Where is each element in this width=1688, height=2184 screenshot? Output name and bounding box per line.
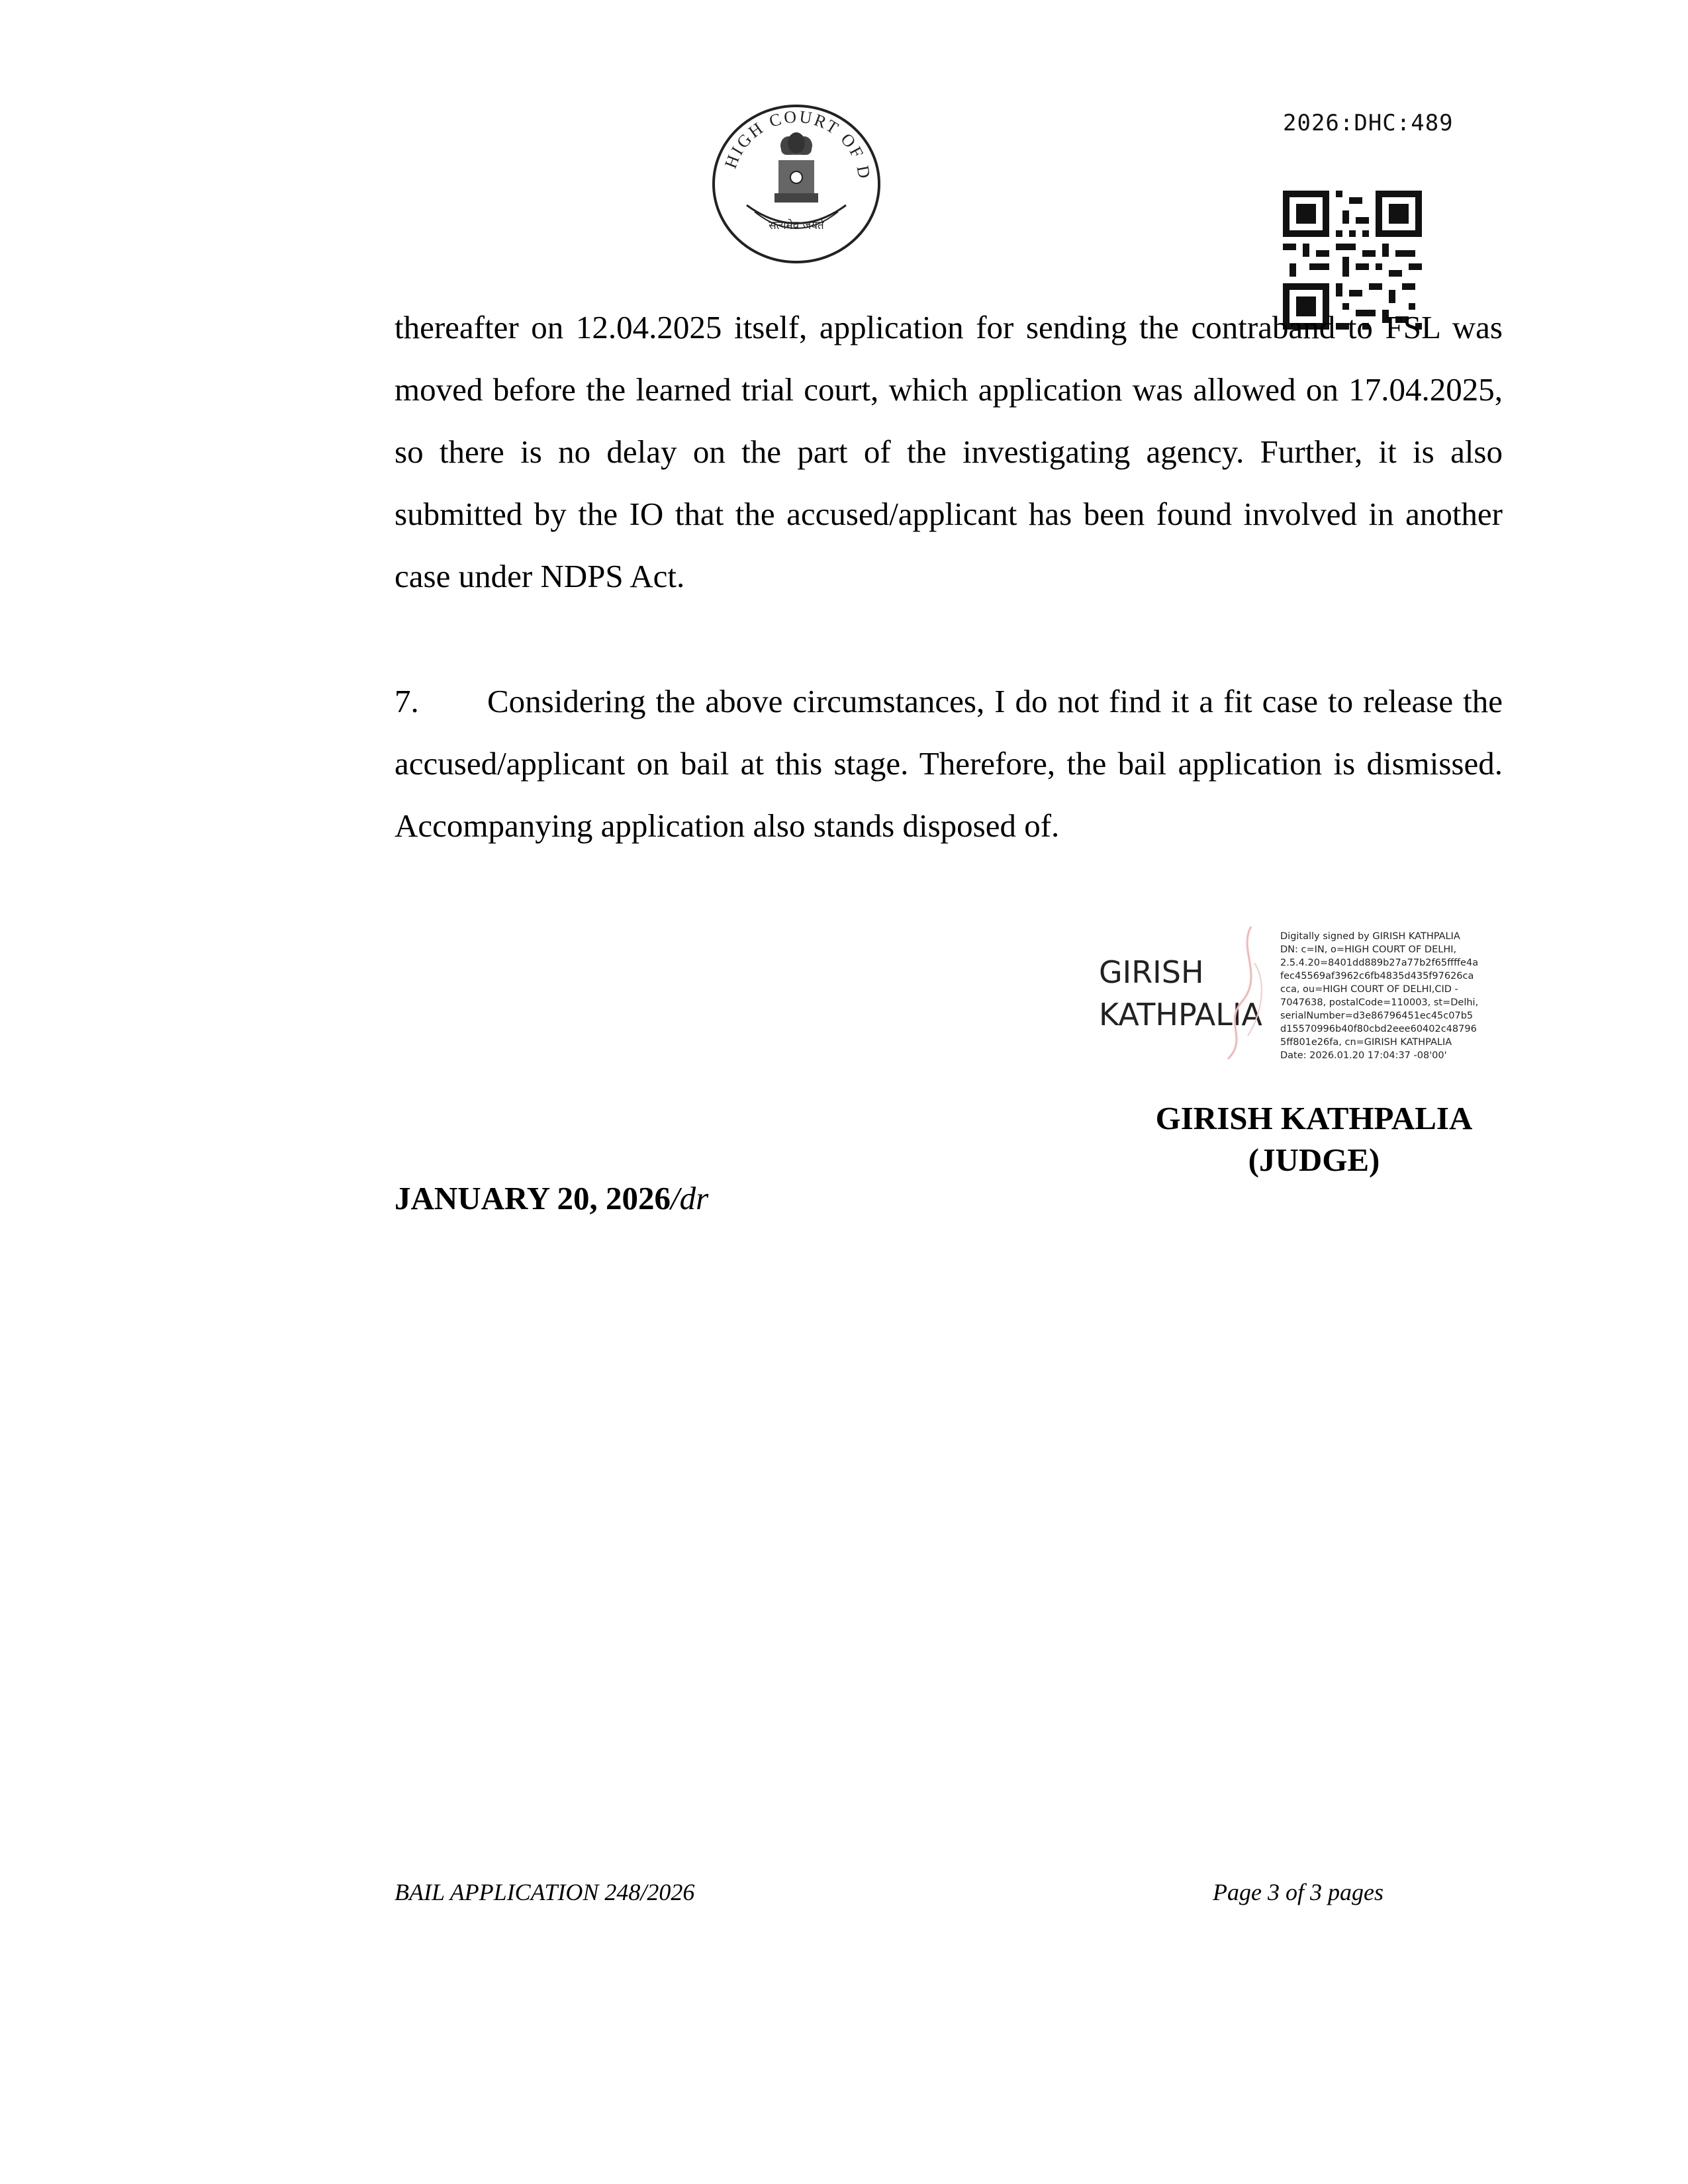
footer-case-number: BAIL APPLICATION 248/2026 (395, 1879, 695, 1905)
signature-metadata (1280, 930, 1499, 1062)
order-date-suffix: /dr (671, 1180, 709, 1216)
signature-mark-icon (1201, 923, 1281, 1062)
paragraph-7 (395, 670, 1503, 857)
order-date-text: JANUARY 20, 2026 (395, 1180, 671, 1216)
signature-meta-line: Digitally signed by GIRISH KATHPALIA (1280, 931, 1460, 942)
paragraph-7-text: Considering the above circumstances, I do not find it a fit case to release the accused/applicant on bail at this stage. Therefore, the bail application is dismissed. Accompanying application also stands disposed of. (395, 683, 1503, 844)
neutral-citation: 2026:DHC:489 (1283, 110, 1454, 136)
signature-meta-line: DN: c=IN, o=HIGH COURT OF DELHI, (1280, 944, 1457, 955)
judge-title: (JUDGE) (1248, 1142, 1380, 1178)
footer-page-number: Page 3 of 3 pages (1213, 1879, 1383, 1905)
order-date (395, 1179, 708, 1217)
signature-meta-line: 2.5.4.20=8401dd889b27a77b2f65ffffe4a (1280, 958, 1479, 968)
judge-name: GIRISH KATHPALIA (1155, 1100, 1473, 1136)
signature-meta-line: Date: 2026.01.20 17:04:37 -08'00' (1280, 1050, 1447, 1061)
signature-meta-line: 5ff801e26fa, cn=GIRISH KATHPALIA (1280, 1037, 1452, 1048)
signature-meta-line: cca, ou=HIGH COURT OF DELHI,CID - (1280, 984, 1458, 995)
signature-meta-line: 7047638, postalCode=110003, st=Delhi, (1280, 997, 1479, 1008)
digital-signature (1092, 923, 1503, 1075)
signer-name-line1: GIRISH (1099, 954, 1204, 990)
seal-ring-text: HIGH COURT OF D (720, 107, 875, 182)
signature-meta-line: fec45569af3962c6fb4835d435f97626ca (1280, 971, 1474, 981)
paragraph-number: 7. (395, 683, 419, 719)
seal-emblem-icon (707, 99, 886, 265)
court-seal (707, 99, 886, 265)
signer-name-line2: KATHPALIA (1099, 997, 1262, 1032)
seal-motto: सत्यमेव जयते (769, 219, 824, 232)
signature-meta-line: serialNumber=d3e86796451ec45c07b5 (1280, 1011, 1474, 1021)
signature-meta-line: d15570996b40f80cbd2eee60402c48796 (1280, 1024, 1477, 1034)
judge-block (1125, 1097, 1503, 1181)
qr-block (1258, 79, 1454, 251)
paragraph-continued: thereafter on 12.04.2025 itself, application for sending the contraband to FSL was moved before the learned trial court, which application was allowed on 17.04.2025, so there is no delay on the part of the investigating agency. Further, it is also submitted by the IO that the accused/applicant has been found involved in another case under NDPS Act. (395, 309, 1503, 594)
